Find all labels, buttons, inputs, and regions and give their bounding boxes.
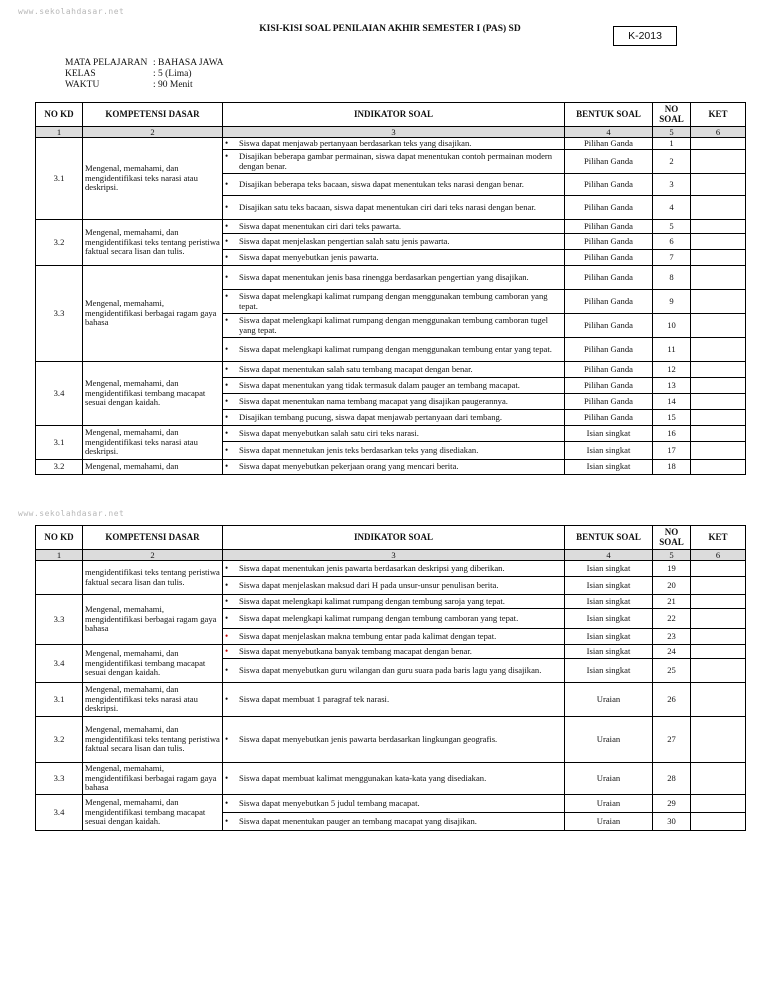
no-soal-cell: 27	[653, 717, 691, 763]
kisi-table-page-1	[35, 102, 746, 475]
indikator-item	[225, 237, 562, 247]
bentuk-soal-cell: Isian singkat	[565, 609, 653, 629]
indikator-item	[225, 581, 562, 591]
indikator-text: Siswa dapat menentukan yang tidak termasuk dalam pauger an tembang macapat.	[239, 379, 520, 390]
indikator-cell	[223, 595, 565, 609]
no-kd-cell: 3.3	[36, 595, 83, 645]
no-soal-cell: 12	[653, 362, 691, 378]
bentuk-soal-cell: Isian singkat	[565, 577, 653, 595]
ket-cell	[691, 595, 746, 609]
indikator-text: Disajikan beberapa teks bacaan, siswa dapat menentukan teks narasi dengan benar.	[239, 178, 524, 189]
no-soal-cell: 29	[653, 795, 691, 813]
bullet-icon: •	[225, 291, 229, 301]
table-header-row	[36, 526, 746, 550]
no-kd-cell: 3.1	[36, 138, 83, 220]
indikator-cell	[223, 629, 565, 645]
document-meta	[65, 58, 224, 91]
indikator-item	[225, 222, 562, 232]
indikator-cell	[223, 220, 565, 234]
indikator-cell	[223, 659, 565, 683]
table-body-page-2	[36, 561, 746, 831]
indikator-text: Siswa dapat mennetukan jenis teks berdasarkan teks yang disediakan.	[239, 444, 479, 455]
no-soal-cell: 30	[653, 813, 691, 831]
bullet-icon: •	[225, 815, 229, 826]
indikator-text: Siswa dapat menjelaskan pengertian salah satu jenis pawarta.	[239, 235, 450, 246]
bentuk-soal-cell: Isian singkat	[565, 595, 653, 609]
ket-cell	[691, 795, 746, 813]
indikator-item	[225, 139, 562, 149]
table-row	[36, 595, 746, 609]
ket-cell	[691, 394, 746, 410]
no-soal-cell: 7	[653, 250, 691, 266]
no-soal-cell: 4	[653, 196, 691, 220]
ket-cell	[691, 174, 746, 196]
no-kd-cell: 3.3	[36, 763, 83, 795]
ket-cell	[691, 220, 746, 234]
meta-key: MATA PELAJARAN	[65, 58, 148, 68]
ket-cell	[691, 314, 746, 338]
bentuk-soal-cell: Uraian	[565, 763, 653, 795]
ket-cell	[691, 426, 746, 442]
bentuk-soal-cell: Pilihan Ganda	[565, 394, 653, 410]
indikator-text: Siswa dapat menentukan pauger an tembang macapat yang disajikan.	[239, 815, 477, 826]
bullet-icon: •	[225, 315, 229, 325]
bentuk-soal-cell: Pilihan Ganda	[565, 314, 653, 338]
no-soal-cell: 21	[653, 595, 691, 609]
header-no-soal: NO SOAL	[653, 526, 691, 550]
watermark-middle: www.sekolahdasar.net	[18, 509, 125, 518]
bentuk-soal-cell: Pilihan Ganda	[565, 196, 653, 220]
indikator-text: Siswa dapat melengkapi kalimat rumpang dengan menggunakan tembung camboran tugel yang tepat.	[239, 315, 549, 335]
no-soal-cell: 24	[653, 645, 691, 659]
indikator-text: Siswa dapat menentukan ciri dari teks pawarta.	[239, 220, 402, 231]
indikator-item	[225, 365, 562, 375]
col-num: 1	[36, 550, 83, 561]
indikator-text: Siswa dapat menentukan jenis pawarta berdasarkan deskripsi yang diberikan.	[239, 562, 505, 573]
no-soal-cell: 14	[653, 394, 691, 410]
ket-cell	[691, 659, 746, 683]
indikator-cell	[223, 683, 565, 717]
indikator-text: Siswa dapat melengkapi kalimat rumpang dengan menggunakan tembung camboran yang tepat.	[239, 291, 548, 311]
header-no-soal: NO SOAL	[653, 103, 691, 127]
col-num: 4	[565, 127, 653, 138]
bullet-icon: •	[225, 797, 229, 808]
bullet-icon: •	[225, 693, 229, 704]
header-ket: KET	[691, 103, 746, 127]
curriculum-badge: K-2013	[613, 26, 677, 46]
no-soal-cell: 15	[653, 410, 691, 426]
no-soal-cell: 9	[653, 290, 691, 314]
bentuk-soal-cell: Isian singkat	[565, 645, 653, 659]
kisi-table-page-2	[35, 525, 746, 831]
bentuk-soal-cell: Uraian	[565, 717, 653, 763]
meta-value: : 90 Menit	[153, 80, 193, 90]
indikator-cell	[223, 338, 565, 362]
col-num: 6	[691, 127, 746, 138]
indikator-cell	[223, 290, 565, 314]
table-row	[36, 795, 746, 813]
indikator-text: Disajikan tembang pucung, siswa dapat menjawab pertanyaan dari tembang.	[239, 411, 502, 422]
kompetensi-cell: Mengenal, memahami, mengidentifikasi berbagai ragam gaya bahasa	[83, 266, 223, 362]
bullet-icon: •	[225, 562, 229, 573]
indikator-text: Siswa dapat melengkapi kalimat rumpang dengan tembung saroja yang tepat.	[239, 595, 505, 606]
bullet-icon: •	[225, 235, 229, 246]
indikator-text: Siswa dapat menyebutkan pekerjaan orang yang mencari berita.	[239, 461, 459, 472]
meta-row-time	[65, 80, 224, 91]
indikator-cell	[223, 138, 565, 150]
bentuk-soal-cell: Pilihan Ganda	[565, 338, 653, 362]
indikator-cell	[223, 763, 565, 795]
bentuk-soal-cell: Pilihan Ganda	[565, 220, 653, 234]
no-kd-cell: 3.4	[36, 645, 83, 683]
bentuk-soal-cell: Isian singkat	[565, 426, 653, 442]
ket-cell	[691, 442, 746, 460]
indikator-item	[225, 397, 562, 407]
no-soal-cell: 6	[653, 234, 691, 250]
indikator-item	[225, 564, 562, 574]
ket-cell	[691, 290, 746, 314]
indikator-item	[225, 799, 562, 809]
table-header-row	[36, 103, 746, 127]
indikator-cell	[223, 577, 565, 595]
bullet-icon: •	[225, 151, 229, 161]
bullet-icon: •	[225, 595, 229, 606]
indikator-item	[225, 273, 562, 283]
kompetensi-cell: Mengenal, memahami, mengidentifikasi berbagai ragam gaya bahasa	[83, 595, 223, 645]
bullet-icon: •	[225, 363, 229, 374]
meta-key: KELAS	[65, 69, 96, 79]
indikator-text: Siswa dapat menyebutkan 5 judul tembang macapat.	[239, 797, 420, 808]
table-row	[36, 426, 746, 442]
bentuk-soal-cell: Pilihan Ganda	[565, 362, 653, 378]
bullet-icon: •	[225, 427, 229, 438]
no-soal-cell: 20	[653, 577, 691, 595]
no-soal-cell: 25	[653, 659, 691, 683]
kompetensi-cell: Mengenal, memahami, dan mengidentifikasi teks narasi atau deskripsi.	[83, 138, 223, 220]
table-row	[36, 362, 746, 378]
indikator-cell	[223, 717, 565, 763]
ket-cell	[691, 196, 746, 220]
indikator-item	[225, 632, 562, 642]
ket-cell	[691, 410, 746, 426]
header-kompetensi: KOMPETENSI DASAR	[83, 526, 223, 550]
no-soal-cell: 22	[653, 609, 691, 629]
ket-cell	[691, 250, 746, 266]
meta-value: : 5 (Lima)	[153, 69, 192, 79]
indikator-item	[225, 253, 562, 263]
kompetensi-cell: Mengenal, memahami, dan mengidentifikasi teks tentang peristiwa faktual secara lisan dan tulis.	[83, 220, 223, 266]
ket-cell	[691, 460, 746, 475]
table-row	[36, 266, 746, 290]
bullet-icon: •	[225, 612, 229, 623]
no-kd-cell: 3.3	[36, 266, 83, 362]
bentuk-soal-cell: Isian singkat	[565, 659, 653, 683]
bullet-icon: •	[225, 251, 229, 262]
bentuk-soal-cell: Isian singkat	[565, 460, 653, 475]
kompetensi-cell: Mengenal, memahami, dan mengidentifikasi teks narasi atau deskripsi.	[83, 426, 223, 460]
indikator-item	[225, 446, 562, 456]
indikator-cell	[223, 609, 565, 629]
header-no-kd: NO KD	[36, 103, 83, 127]
header-ket: KET	[691, 526, 746, 550]
ket-cell	[691, 378, 746, 394]
bentuk-soal-cell: Pilihan Ganda	[565, 174, 653, 196]
bullet-icon: •	[225, 664, 229, 675]
ket-cell	[691, 150, 746, 174]
bullet-icon: •	[225, 201, 229, 212]
bullet-icon: •	[225, 178, 229, 189]
indikator-text: Siswa dapat menyebutkan salah satu ciri teks narasi.	[239, 427, 419, 438]
indikator-item	[225, 614, 562, 624]
col-num: 3	[223, 550, 565, 561]
ket-cell	[691, 813, 746, 831]
indikator-cell	[223, 314, 565, 338]
indikator-item	[225, 413, 562, 423]
no-kd-cell	[36, 561, 83, 595]
bullet-icon: •	[225, 461, 229, 472]
table-body-page-1	[36, 138, 746, 475]
indikator-cell	[223, 426, 565, 442]
table-row	[36, 645, 746, 659]
ket-cell	[691, 645, 746, 659]
bentuk-soal-cell: Isian singkat	[565, 442, 653, 460]
indikator-item	[225, 735, 562, 745]
no-soal-cell: 18	[653, 460, 691, 475]
no-kd-cell: 3.1	[36, 426, 83, 460]
indikator-text: Disajikan satu teks bacaan, siswa dapat menentukan ciri dari teks narasi dengan benar.	[239, 201, 536, 212]
kompetensi-cell: Mengenal, memahami, dan mengidentifikasi tembang macapat sesuai dengan kaidah.	[83, 362, 223, 426]
indikator-cell	[223, 174, 565, 196]
col-num: 3	[223, 127, 565, 138]
bentuk-soal-cell: Pilihan Ganda	[565, 150, 653, 174]
indikator-text: Siswa dapat membuat 1 paragraf tek narasi.	[239, 693, 390, 704]
col-num: 5	[653, 550, 691, 561]
ket-cell	[691, 266, 746, 290]
bullet-icon: •	[225, 220, 229, 231]
header-no-kd: NO KD	[36, 526, 83, 550]
bentuk-soal-cell: Pilihan Ganda	[565, 138, 653, 150]
indikator-cell	[223, 645, 565, 659]
no-kd-cell: 3.2	[36, 717, 83, 763]
ket-cell	[691, 763, 746, 795]
bentuk-soal-cell: Uraian	[565, 795, 653, 813]
no-kd-cell: 3.2	[36, 460, 83, 475]
indikator-item	[225, 345, 562, 355]
no-soal-cell: 26	[653, 683, 691, 717]
indikator-item	[225, 666, 562, 676]
no-soal-cell: 1	[653, 138, 691, 150]
no-soal-cell: 17	[653, 442, 691, 460]
meta-row-class	[65, 69, 224, 80]
table-row	[36, 460, 746, 475]
kompetensi-cell: Mengenal, memahami, dan mengidentifikasi teks tentang peristiwa faktual secara lisan dan tulis.	[83, 717, 223, 763]
header-indikator: INDIKATOR SOAL	[223, 526, 565, 550]
meta-row-subject	[65, 58, 224, 69]
column-number-row	[36, 550, 746, 561]
indikator-text: Siswa dapat menentukan nama tembang macapat yang disajikan paugerannya.	[239, 395, 508, 406]
indikator-text: Siswa dapat melengkapi kalimat rumpang dengan menggunakan tembung entar yang tepat.	[239, 343, 552, 354]
no-soal-cell: 16	[653, 426, 691, 442]
ket-cell	[691, 577, 746, 595]
indikator-cell	[223, 813, 565, 831]
bentuk-soal-cell: Pilihan Ganda	[565, 266, 653, 290]
no-kd-cell: 3.2	[36, 220, 83, 266]
bentuk-soal-cell: Pilihan Ganda	[565, 234, 653, 250]
bullet-icon: •	[225, 395, 229, 406]
col-num: 4	[565, 550, 653, 561]
col-num: 2	[83, 550, 223, 561]
no-soal-cell: 23	[653, 629, 691, 645]
header-indikator: INDIKATOR SOAL	[223, 103, 565, 127]
indikator-cell	[223, 196, 565, 220]
bentuk-soal-cell: Pilihan Ganda	[565, 378, 653, 394]
kompetensi-cell: Mengenal, memahami, mengidentifikasi berbagai ragam gaya bahasa	[83, 763, 223, 795]
indikator-item	[225, 695, 562, 705]
table-row	[36, 220, 746, 234]
no-soal-cell: 11	[653, 338, 691, 362]
table-row	[36, 561, 746, 577]
table-row	[36, 683, 746, 717]
no-kd-cell: 3.4	[36, 795, 83, 831]
indikator-text: Siswa dapat membuat kalimat menggunakan kata-kata yang disediakan.	[239, 772, 487, 783]
watermark-top: www.sekolahdasar.net	[18, 7, 125, 16]
kompetensi-cell: Mengenal, memahami, dan	[83, 460, 223, 475]
indikator-text: Siswa dapat menjawab pertanyaan berdasarkan teks yang disajikan.	[239, 137, 472, 148]
header-bentuk: BENTUK SOAL	[565, 526, 653, 550]
bentuk-soal-cell: Pilihan Ganda	[565, 250, 653, 266]
ket-cell	[691, 683, 746, 717]
indikator-cell	[223, 795, 565, 813]
bullet-icon: •	[225, 411, 229, 422]
header-bentuk: BENTUK SOAL	[565, 103, 653, 127]
bullet-icon: •	[225, 733, 229, 744]
indikator-item	[225, 316, 562, 335]
ket-cell	[691, 362, 746, 378]
indikator-item	[225, 429, 562, 439]
bentuk-soal-cell: Uraian	[565, 813, 653, 831]
header-kompetensi: KOMPETENSI DASAR	[83, 103, 223, 127]
indikator-item	[225, 203, 562, 213]
no-kd-cell: 3.1	[36, 683, 83, 717]
bullet-icon: •	[225, 630, 229, 641]
indikator-item	[225, 292, 562, 311]
indikator-cell	[223, 150, 565, 174]
no-kd-cell: 3.4	[36, 362, 83, 426]
col-num: 6	[691, 550, 746, 561]
ket-cell	[691, 609, 746, 629]
indikator-cell	[223, 410, 565, 426]
bullet-icon: •	[225, 379, 229, 390]
bentuk-soal-cell: Uraian	[565, 683, 653, 717]
bullet-icon: •	[225, 137, 229, 148]
indikator-cell	[223, 266, 565, 290]
document-title: KISI-KISI SOAL PENILAIAN AKHIR SEMESTER I (PAS) SD	[259, 24, 521, 34]
kompetensi-cell: Mengenal, memahami, dan mengidentifikasi teks narasi atau deskripsi.	[83, 683, 223, 717]
table-row	[36, 138, 746, 150]
bullet-icon: •	[225, 271, 229, 282]
indikator-text: Siswa dapat menyebutkana banyak tembang macapat dengan benar.	[239, 645, 472, 656]
indikator-text: Siswa dapat menentukan jenis basa rinengga berdasarkan pengertian yang disajikan.	[239, 271, 529, 282]
indikator-cell	[223, 250, 565, 266]
bullet-icon: •	[225, 772, 229, 783]
no-soal-cell: 5	[653, 220, 691, 234]
indikator-item	[225, 381, 562, 391]
ket-cell	[691, 234, 746, 250]
ket-cell	[691, 138, 746, 150]
table-row	[36, 763, 746, 795]
indikator-item	[225, 774, 562, 784]
table-row	[36, 717, 746, 763]
no-soal-cell: 28	[653, 763, 691, 795]
bullet-icon: •	[225, 444, 229, 455]
indikator-item	[225, 647, 562, 657]
indikator-text: Siswa dapat melengkapi kalimat rumpang dengan tembung camboran yang tepat.	[239, 612, 519, 623]
ket-cell	[691, 629, 746, 645]
indikator-item	[225, 180, 562, 190]
bullet-icon: •	[225, 645, 229, 656]
indikator-text: Siswa dapat menyebutkan guru wilangan dan guru suara pada baris lagu yang disajikan.	[239, 664, 542, 675]
indikator-text: Disajikan beberapa gambar permainan, siswa dapat menentukan contoh permainan modern dengan benar.	[239, 151, 553, 171]
indikator-text: Siswa dapat menentukan salah satu tembang macapat dengan benar.	[239, 363, 473, 374]
kompetensi-cell: Mengenal, memahami, dan mengidentifikasi tembang macapat sesuai dengan kaidah.	[83, 645, 223, 683]
ket-cell	[691, 717, 746, 763]
bentuk-soal-cell: Isian singkat	[565, 561, 653, 577]
bentuk-soal-cell: Isian singkat	[565, 629, 653, 645]
indikator-cell	[223, 460, 565, 475]
bentuk-soal-cell: Pilihan Ganda	[565, 410, 653, 426]
kompetensi-cell: mengidentifikasi teks tentang peristiwa faktual secara lisan dan tulis.	[83, 561, 223, 595]
indikator-cell	[223, 561, 565, 577]
ket-cell	[691, 561, 746, 577]
indikator-cell	[223, 378, 565, 394]
column-number-row	[36, 127, 746, 138]
no-soal-cell: 2	[653, 150, 691, 174]
col-num: 1	[36, 127, 83, 138]
no-soal-cell: 3	[653, 174, 691, 196]
meta-key: WAKTU	[65, 80, 100, 90]
ket-cell	[691, 338, 746, 362]
no-soal-cell: 13	[653, 378, 691, 394]
bullet-icon: •	[225, 343, 229, 354]
indikator-cell	[223, 442, 565, 460]
indikator-cell	[223, 394, 565, 410]
indikator-cell	[223, 362, 565, 378]
col-num: 2	[83, 127, 223, 138]
indikator-item	[225, 462, 562, 472]
indikator-cell	[223, 234, 565, 250]
no-soal-cell: 8	[653, 266, 691, 290]
meta-value: : BAHASA JAWA	[153, 58, 224, 68]
no-soal-cell: 19	[653, 561, 691, 577]
col-num: 5	[653, 127, 691, 138]
bullet-icon: •	[225, 579, 229, 590]
no-soal-cell: 10	[653, 314, 691, 338]
indikator-item	[225, 817, 562, 827]
indikator-item	[225, 152, 562, 171]
indikator-text: Siswa dapat menyebutkan jenis pawarta.	[239, 251, 379, 262]
bentuk-soal-cell: Pilihan Ganda	[565, 290, 653, 314]
indikator-text: Siswa dapat menjelaskan makna tembung entar pada kalimat dengan tepat.	[239, 630, 497, 641]
kompetensi-cell: Mengenal, memahami, dan mengidentifikasi tembang macapat sesuai dengan kaidah.	[83, 795, 223, 831]
indikator-text: Siswa dapat menjelaskan maksud dari H pada unsur-unsur penulisan berita.	[239, 579, 499, 590]
indikator-text: Siswa dapat menyebutkan jenis pawarta berdasarkan lingkungan geografis.	[239, 733, 498, 744]
indikator-item	[225, 597, 562, 607]
